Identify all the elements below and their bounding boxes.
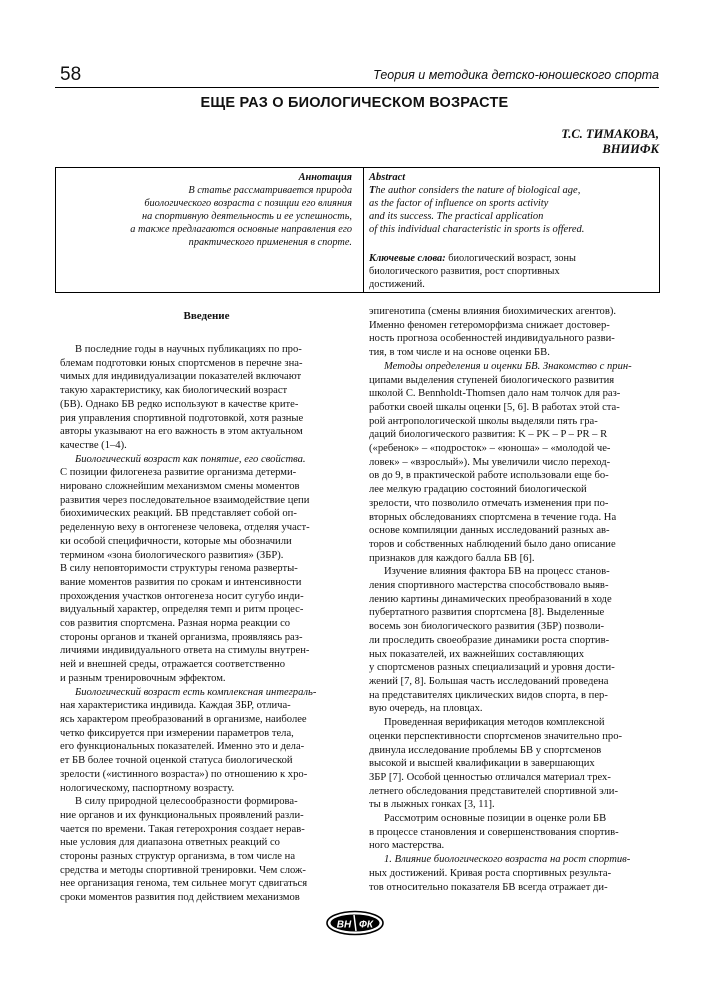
text-line: работки своей шкалы оценки [5, 6]. В работах этой ста- [369,401,620,413]
text-line: пубертатного развития спортсмена [8]. Выделенные [369,607,605,619]
page-number: 58 [60,64,82,85]
text-line: ных показателей, их важнейших составляющих [369,648,585,660]
text-line: такую характеристику, как биологический возраст [60,385,288,397]
text-line: Биологический возраст есть комплексная интеграль- [75,686,317,698]
text-line: эпигенотипа (смены влияния биохимических агентов). [369,306,616,317]
abstract-line: as the factor of influence on sports activity [369,198,549,209]
text-line: и разным тренировочным эффектом. [60,672,226,684]
text-line: ясь характером преобразований в организме, наиболее [60,713,307,725]
text-line: Биологический возраст как понятие, его свойства. [75,453,306,465]
annotation-line: В статье рассматривается природа [188,185,352,196]
abstract-line: of this individual characteristic in sports is offered. [369,224,585,235]
right-text-column [369,305,661,894]
abstract-heading: Abstract [369,172,406,183]
text-line: 1. Влияние биологического возраста на рост спортив- [384,854,631,866]
text-line: В последние годы в научных публикациях по про- [75,344,302,355]
left-text-column [60,343,353,905]
annotation-line: на спортивную деятельность и ее успешность, [141,211,352,222]
annotation-line: практического применения в спорте. [188,237,352,248]
text-line: Проведенная верификация методов комплексной [384,717,605,729]
text-line: зрелости, что позволило отмечать изменения при по- [369,497,609,509]
text-line: оценки перспективности спортсменов значительно про- [369,730,623,742]
author-block [561,127,659,157]
text-line: лению картины динамических преобразований в ходе [369,593,612,605]
annotation [60,171,352,249]
text-line: четко фиксируется при измерении параметров тела, [60,727,294,739]
abstract-line: and its success. The practical application [369,211,544,222]
text-line: жений [7, 8]. Большая часть исследований проведена [369,675,609,687]
text-line: школой C. Bennholdt-Thomsen дало нам толчок для раз- [369,388,621,400]
text-line: личиями индивидуального ответа на стимулы внутрен- [60,645,310,657]
text-line: Изучение влияния фактора БВ на процесс станов- [384,566,610,578]
keywords-line: достижений. [369,279,425,290]
text-line: нировано сложнейшим механизмом смены моментов [60,481,300,493]
text-line: в процессе становления и совершенствования спортив- [369,826,619,838]
abstract-line [369,184,659,197]
text-line: летнего обследования представителей спортивной эли- [369,785,619,797]
text-line: рия управления спортивной подготовкой, хотя разные [60,412,304,424]
text-line: блемам подготовки юных спортсменов в перечне зна- [60,357,303,369]
text-line: ней и внешней среды, отражается соответственно [60,659,286,671]
text-line: качестве (1–4). [60,439,127,451]
text-line: Методы определения и оценки БВ. Знакомство с прин- [384,360,632,372]
text-line: нее организация генома, тем сильнее могут сдвигаться [60,878,308,890]
text-line: развития через последовательное взаимодействие цепи [60,494,310,506]
text-line: ципами выделения ступеней биологического развития [369,374,615,386]
text-line: («ребенок» – «подросток» – «юноша» – «молодой че- [369,443,611,455]
text-line: вую очередь, на пловцах. [369,703,483,715]
text-line: вание моментов развития по срокам и интенсивности [60,576,302,588]
logo-text-left: ВН [336,919,352,931]
annotation-line: биологического возраста с позиции его влияния [144,198,352,209]
text-line: авторы указывают на его важность в этом актуальном [60,426,303,438]
text-line: ли проследить своеобразие динамики роста спортив- [369,634,610,646]
text-line: ловек» – «взрослый»). Мы увеличили число переход- [369,456,611,468]
text-line: ного мастерства. [369,840,445,852]
text-line: у спортсменов разных специализаций и уровня дости- [369,662,615,674]
text-line: ность прогноза особенностей индивидуального разви- [369,333,615,345]
text-line: ные условия для диапазона ответных реакций со [60,837,280,849]
text-line: лее мелкую градацию состояний биологической [369,484,587,496]
abstract-drop-letter: T [369,185,376,196]
keywords [369,252,655,291]
text-line: ная характеристика индивида. Каждая ЗБР, отлича- [60,700,291,712]
keywords-line [369,252,655,265]
text-line: тов относительно показателя БВ всегда отражает ди- [369,881,608,893]
text-line: видуальный характер, определяя темп и ритм процес- [60,604,304,616]
abstract-line-text: he author considers the nature of biological age, [375,185,581,196]
text-line: средства и методы спортивной тренировки. Чем слож- [60,864,306,876]
text-line: сов развития спортсмена. Разная норма реакции со [60,618,291,630]
author-name: Т.С. ТИМАКОВА, [561,127,659,141]
text-line: тия, в том числе и на основе оценки БВ. [369,347,550,359]
text-line: чимых для индивидуализации показателей включают [60,371,302,383]
text-line: даций биологического развития: K – PK – P – PR – R [369,429,608,441]
text-line: рой антропологической школы выделяли пять гра- [369,415,598,427]
text-line: прохождения участков онтогенеза носит сугубо инди- [60,590,304,602]
text-line: термином «зона биологического развития» (ЗБР). [60,549,284,561]
text-line: нологическому, паспортному возрасту. [60,782,235,794]
article-title: ЕЩЕ РАЗ О БИОЛОГИЧЕСКОМ ВОЗРАСТЕ [200,95,509,111]
text-line: В силу неповторимости структуры генома разверты- [60,563,298,575]
text-line: вторных обследованиях спортсмена в течение года. На [369,511,617,523]
text-line: сроки моментов развития под действием механизмов [60,892,300,904]
text-line: ЗБР [7]. Особой ценностью отличался материал трех- [369,771,611,783]
keywords-text: биологический возраст, зоны [445,253,576,264]
keywords-line: биологического развития, рост спортивных [369,266,560,277]
text-line: ов до 9, в практической работе использовали еще бо- [369,470,609,482]
abstract-divider [363,167,364,293]
header-rule [55,87,659,88]
text-line: В силу природной целесообразности формирова- [75,796,298,808]
text-line: ет БВ более точной оценкой статуса биологической [60,755,293,767]
abstract-english [369,171,659,236]
logo-text-right: ФК [359,919,373,931]
vniifk-logo-icon [325,910,385,936]
journal-title: Теория и методика детско-юношеского спорта [373,68,659,82]
text-line: стороны органов и тканей организма, проявляясь раз- [60,631,303,643]
text-line: ределенную веху в онтогенезе человека, отделяя участ- [60,522,310,534]
section-heading-introduction: Введение [183,310,230,322]
text-line: ки особой специфичности, которые мы обозначили [60,535,292,547]
text-line: двинула исследование проблемы БВ у спортсменов [369,744,602,756]
annotation-heading: Аннотация [298,172,352,183]
text-line: восемь зон биологического развития (ЗБР) позволи- [369,621,605,633]
text-line: высокой и высшей квалификации в завершающих [369,758,595,770]
text-line: ние органов и их функциональных проявлений разли- [60,809,304,821]
text-line: Именно феномен гетероморфизма снижает достовер- [369,319,610,331]
text-line: на представителях циклических видов спорта, в пер- [369,689,608,701]
text-line: С позиции филогенеза развитие организма детерми- [60,467,297,479]
text-line: ления спортивного мастерства способствовало выяв- [369,580,609,592]
text-line: признаков для каждого балла БВ [6]. [369,552,535,564]
text-line: основе компиляции данных исследований разных ав- [369,525,610,537]
text-line: чается по времени. Такая гетерохрония создает нерав- [60,823,305,835]
text-line: ных достижений. Кривая роста спортивных результа- [369,867,612,879]
text-line: стороны разных структур организма, в том числе на [60,851,296,863]
text-line: зрелости («истинного возраста») по отношению к хро- [60,768,308,780]
text-line: (БВ). Однако БВ редко используют в качестве крите- [60,398,299,410]
text-line: биохимических реакций. БВ представляет собой оп- [60,508,297,520]
text-line: торов и собственных наблюдений было дано описание [369,538,616,550]
text-line: ты в лыжных гонках [3, 11]. [369,799,495,811]
author-organization: ВНИИФК [602,142,659,156]
text-line: его функциональных показателей. Именно это и дела- [60,741,305,753]
keywords-heading: Ключевые слова: [369,253,446,264]
annotation-line: а также предлагаются основные направления его [130,224,352,235]
text-line: Рассмотрим основные позиции в оценке роли БВ [384,813,607,825]
